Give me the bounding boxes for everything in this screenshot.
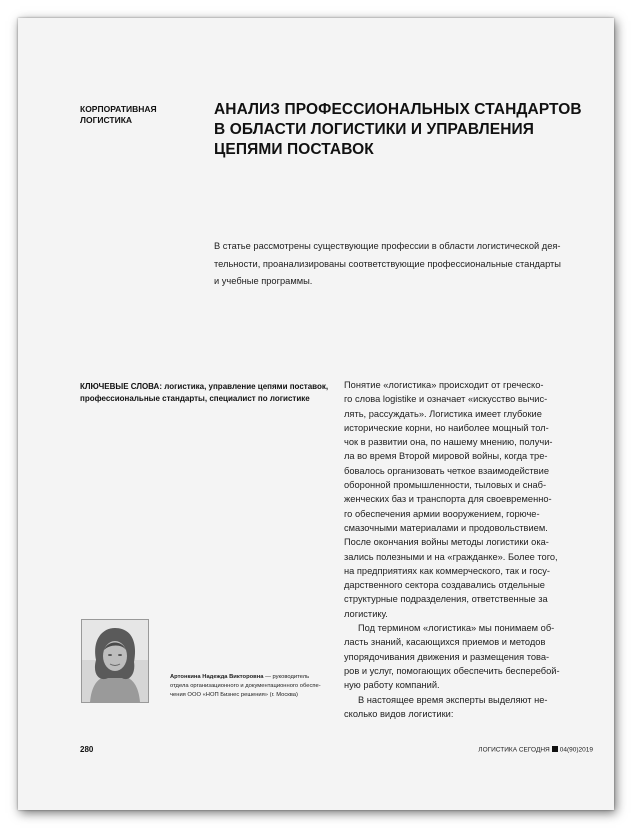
journal-name: ЛОГИСТИКА СЕГОДНЯ (478, 746, 550, 754)
body-line: го обеспечения армии вооружением, горюче- (344, 508, 540, 519)
paragraph-2 (344, 621, 606, 692)
keywords-line: КЛЮЧЕВЫЕ СЛОВА: логистика, управление цепями поставок, (80, 382, 329, 391)
title-line: ЦЕПЯМИ ПОСТАВОК (214, 141, 374, 158)
body-line: исторические корни, но наиболее мощный тол- (344, 422, 549, 433)
author-line: чения ООО «НОП Бизнес решения» (г. Москва) (170, 692, 298, 698)
body-line: Под термином «логистика» мы понимаем об- (358, 623, 555, 634)
body-line: лять, рассуждать». Логистика имеет глубокие (344, 408, 542, 419)
body-line: ную работу компаний. (344, 680, 440, 691)
title-line: В ОБЛАСТИ ЛОГИСТИКИ И УПРАВЛЕНИЯ (214, 121, 534, 138)
abstract-line: тельности, проанализированы соответствующие профессиональные стандарты (214, 258, 561, 269)
author-line: отдела организационного и документационного обеспе- (170, 683, 321, 689)
journal-issue: 04(90)2019 (559, 746, 593, 754)
body-line: бовалось организовать четкое взаимодействие (344, 465, 549, 476)
body-line: логистику. (344, 608, 388, 619)
body-line: структурные подразделения, ответственные за (344, 594, 548, 605)
paragraph-1 (344, 378, 606, 621)
body-line: упорядочивания движения и размещения това- (344, 651, 550, 662)
body-line: ласть знаний, касающихся приемов и методов (344, 637, 546, 648)
keywords-block (80, 381, 329, 404)
body-line: Понятие «логистика» происходит от греческо- (344, 380, 544, 390)
section-label-line: КОРПОРАТИВНАЯ (80, 104, 157, 114)
body-line: на предприятиях как коммерческого, так и госу- (344, 565, 551, 576)
body-line: смазочными материалами и продовольствием. (344, 522, 548, 533)
article-abstract (214, 238, 604, 291)
body-line: В настоящее время эксперты выделяют не- (358, 694, 548, 705)
body-line: После окончания войны методы логистики ока- (344, 537, 549, 548)
keywords-line: профессиональные стандарты, специалист по логистике (80, 393, 310, 403)
author-name: Артонкина Надежда Викторовна (170, 674, 264, 680)
author-photo (81, 619, 149, 703)
body-line: го слова logistike и означает «искусство вычис- (344, 394, 548, 405)
author-info (170, 673, 340, 700)
body-line: чок в развитии она, по нашему мнению, получи- (344, 437, 553, 448)
title-line: АНАЛИЗ ПРОФЕССИОНАЛЬНЫХ СТАНДАРТОВ (214, 101, 582, 118)
body-line: оборонной промышленности, тыловых и снаб- (344, 480, 547, 491)
paragraph-3 (344, 693, 606, 722)
abstract-line: и учебные программы. (214, 276, 313, 286)
body-line: ров и услуг, помогающих обеспечить бесперебой- (344, 665, 560, 676)
body-line: сколько видов логистики: (344, 708, 454, 719)
body-line: зались полезными и на «гражданке». Более того, (344, 551, 558, 562)
section-label (80, 104, 190, 126)
section-label-line: ЛОГИСТИКА (80, 115, 133, 125)
body-line: женческих баз и транспорта для своевременно- (344, 494, 552, 505)
article-body (344, 378, 606, 721)
author-role: — руководитель (263, 674, 310, 680)
abstract-line: В статье рассмотрены существующие профессии в области логистической дея- (214, 241, 561, 251)
page-number: 280 (80, 745, 94, 754)
square-bullet-icon (552, 746, 558, 752)
author-portrait-image (82, 620, 148, 702)
journal-footer (478, 746, 593, 754)
body-line: дарственного сектора создавались отдельные (344, 580, 545, 591)
magazine-page (18, 18, 614, 810)
body-line: ла во время Второй мировой войны, когда тре- (344, 451, 548, 462)
article-title (214, 100, 604, 160)
